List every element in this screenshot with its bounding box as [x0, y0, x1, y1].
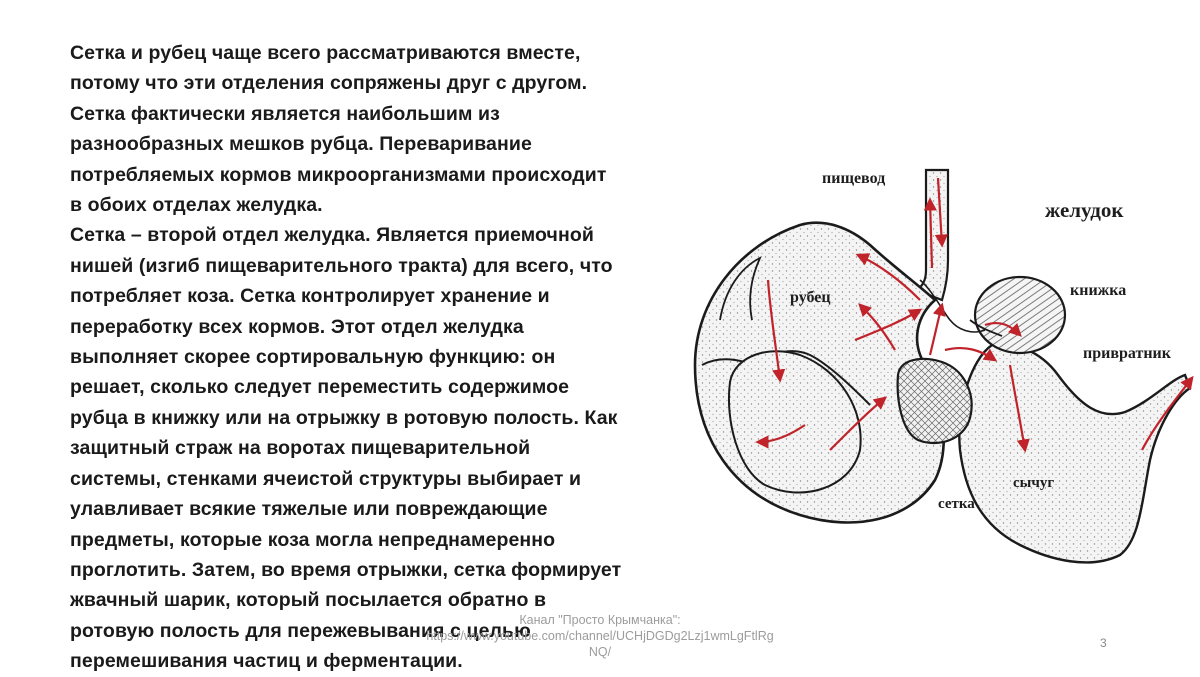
body-text-line: потому что эти отделения сопряжены друг с другом. [70, 72, 588, 95]
body-text [70, 38, 695, 677]
body-text-line: улавливает всякие тяжелые или повреждающие [70, 498, 548, 521]
body-text-line: жвачный шарик, который посылается обратно в [70, 589, 547, 612]
omasum-shape [975, 277, 1065, 353]
body-text-line: защитный страж на воротах пищеварительной [70, 437, 531, 460]
reticulum-shape [898, 359, 972, 443]
body-text-line: перемешивания частиц и ферментации. [70, 650, 463, 673]
body-text-line: выполняет скорее сортировальную функцию: он [70, 346, 556, 369]
body-text-line: разнообразных мешков рубца. Переваривание [70, 133, 532, 156]
body-text-line: решает, сколько следует переместить содержимое [70, 376, 570, 399]
body-text-line: системы, стенками ячеистой структуры выбирает и [70, 467, 582, 490]
watermark-line-2[interactable]: https://www.youtube.com/channel/UCHjDGDg2Lzj1wmLgFtlRg [426, 629, 774, 643]
body-text-line: потребляет коза. Сетка контролирует хранение и [70, 285, 550, 308]
body-text-line: ротовую полость для пережевывания с целью [70, 619, 531, 642]
body-text-line: потребляемых кормов микроорганизмами происходит [70, 163, 607, 186]
label-omasum: книжка [1070, 282, 1127, 299]
label-reticulum: сетка [938, 496, 975, 512]
body-text-line: переработку всех кормов. Этот отдел желудка [70, 315, 524, 338]
watermark-line-1: Канал "Просто Крымчанка": [519, 613, 681, 627]
label-pylorus: привратник [1083, 345, 1171, 362]
channel-watermark [395, 612, 805, 660]
body-text-line: Сетка и рубец чаще всего рассматриваются вместе, [70, 42, 581, 64]
abomasum-shape [959, 344, 1190, 563]
label-rumen: рубец [790, 289, 831, 306]
body-text-line: Сетка фактически является наибольшим из [70, 102, 500, 125]
arrow-reticulum-up [930, 305, 942, 355]
label-stomach: желудок [1045, 198, 1124, 222]
page-number: 3 [1100, 636, 1107, 650]
label-abomasum: сычуг [1013, 475, 1055, 491]
stomach-diagram [680, 150, 1200, 580]
body-text-line: проглотить. Затем, во время отрыжки, сетка формирует [70, 558, 622, 581]
body-text-line: предметы, которые коза могла непреднамеренно [70, 528, 556, 551]
watermark-line-3: NQ/ [588, 645, 612, 659]
body-text-line: в обоих отделах желудка. [70, 194, 323, 217]
body-text-line: рубца в книжку или на отрыжку в ротовую полость. Как [70, 406, 618, 429]
label-esophagus: пищевод [822, 170, 886, 187]
body-text-line: Сетка – второй отдел желудка. Является приемочной [70, 224, 594, 247]
body-text-line: нишей (изгиб пищеварительного тракта) для всего, что [70, 254, 613, 277]
